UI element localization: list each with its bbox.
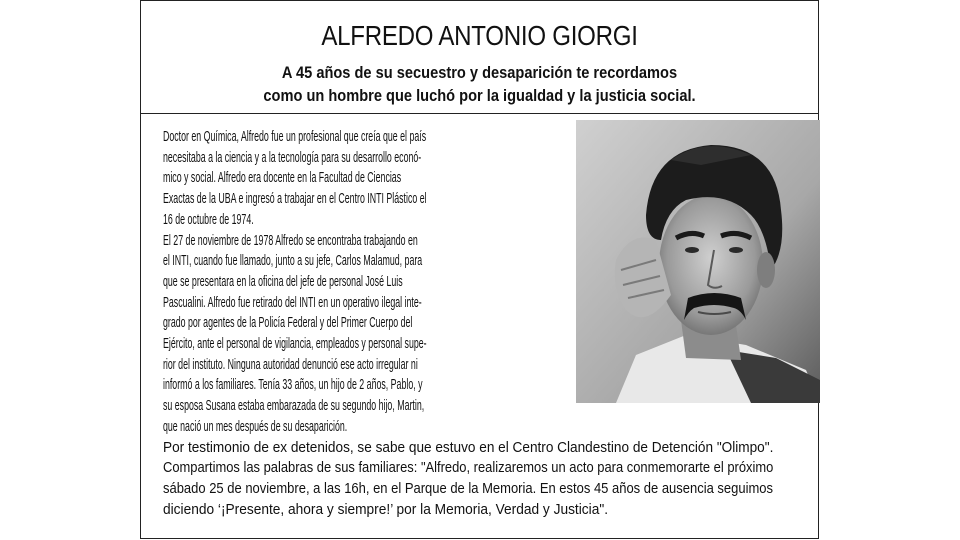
person-name-title: ALFREDO ANTONIO GIORGI <box>321 20 638 51</box>
text-line: Pascualini. Alfredo fue retirado del INTI en un operativo ilegal inte- <box>163 294 422 311</box>
text-line: el INTI, cuando fue llamado, junto a su jefe, Carlos Malamud, para <box>163 253 423 270</box>
text-line: Compartimos las palabras de sus familiares: "Alfredo, realizaremos un acto para conmemorarte el próximo <box>163 460 774 477</box>
memorial-notice <box>140 0 819 539</box>
text-line: El 27 de noviembre de 1978 Alfredo se encontraba trabajando en <box>163 232 418 249</box>
biography-text <box>163 127 803 520</box>
text-line: diciendo ‘¡Presente, ahora y siempre!’ por la Memoria, Verdad y Justicia". <box>163 501 609 518</box>
subtitle-line: como un hombre que luchó por la igualdad y la justicia social. <box>263 86 696 105</box>
text-line: rior del instituto. Ninguna autoridad denunció ese acto irregular ni <box>163 356 418 373</box>
text-line: Ejército, ante el personal de vigilancia, empleados y personal supe- <box>163 336 427 353</box>
paragraph-testimony <box>163 438 803 521</box>
text-line: Doctor en Química, Alfredo fue un profesional que creía que el país <box>163 129 427 145</box>
text-line: necesitaba a la ciencia y a la tecnología para su desarrollo econó- <box>163 149 422 166</box>
text-line: grado por agentes de la Policía Federal y del Primer Cuerpo del <box>163 315 413 332</box>
text-line: que nació un mes después de su desaparición. <box>163 418 348 435</box>
text-line: informó a los familiares. Tenía 33 años, un hijo de 2 años, Pablo, y <box>163 377 423 394</box>
subtitle-line: A 45 años de su secuestro y desaparición te recordamos <box>281 63 678 82</box>
paragraph-career <box>163 127 803 231</box>
subtitle <box>188 61 770 107</box>
paragraph-abduction <box>163 231 803 438</box>
text-line: Por testimonio de ex detenidos, se sabe que estuvo en el Centro Clandestino de Detención "Olimpo". <box>163 439 774 456</box>
text-line: 16 de octubre de 1974. <box>163 211 254 228</box>
text-line: Exactas de la UBA e ingresó a trabajar en el Centro INTI Plástico el <box>163 191 427 208</box>
text-line: su esposa Susana estaba embarazada de su segundo hijo, Martin, <box>163 398 425 415</box>
text-line: mico y social. Alfredo era docente en la Facultad de Ciencias <box>163 170 402 187</box>
notice-header <box>141 1 818 114</box>
text-line: sábado 25 de noviembre, a las 16h, en el Parque de la Memoria. En estos 45 años de ausencia seguimos <box>163 480 773 497</box>
text-line: que se presentara en la oficina del jefe de personal José Luis <box>163 273 403 290</box>
